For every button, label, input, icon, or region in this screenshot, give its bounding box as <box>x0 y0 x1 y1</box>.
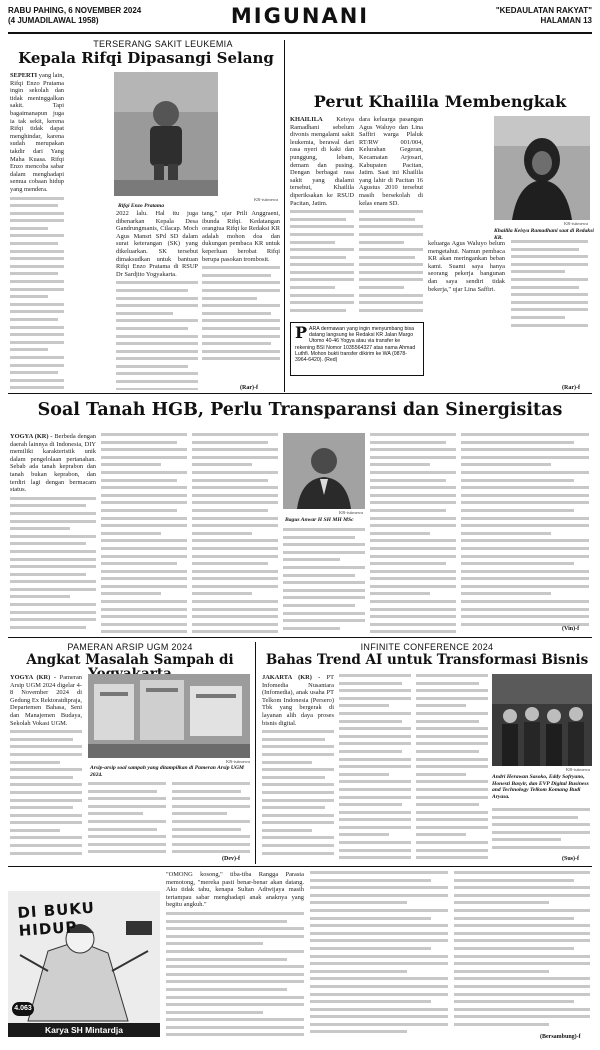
column-divider-2 <box>255 642 256 864</box>
section-rule-3 <box>8 866 592 867</box>
infinite-photo-credit: KR-istimewa <box>566 767 590 772</box>
rifqi-signature: (Rar)-f <box>240 385 258 391</box>
arsip-kicker: PAMERAN ARSIP UGM 2024 <box>67 642 193 652</box>
hgb-col-2 <box>101 433 187 633</box>
rifqi-lead-text: yang lain, Rifqi Enzo Pratama ingin sekolah dan tidak meninggalkan sakit. Tapi bagaimanapun juga ia tak sekit, kerena Rifqi tidak dapat menghindar, karena sudah merupakan takdir dari Yang Maha Kuasa. Rifqi Enzo mencoba sabar dalam menghadapi semua cobaan hidup yang mendera. <box>10 72 64 193</box>
hgb-signature: (Vin)-f <box>562 626 580 632</box>
hgb-col-4 <box>283 528 365 633</box>
hgb-photo-caption: Bagus Anwar H SH MH MSc <box>285 517 354 523</box>
donation-dropcap: P <box>295 323 308 342</box>
infinite-col-4 <box>492 808 590 856</box>
infinite-lead-text: PT Infomedia Nusantara (Infomedia), anak usaha PT Telkom Indonesia (Persero) Tbk yang bergerak di layanan alih daya proses bisnis digital. <box>262 674 334 727</box>
arsip-col-2 <box>88 782 166 862</box>
comic-title: DI BUKU HIDUP <box>16 898 96 940</box>
rifqi-text-filler <box>10 197 64 391</box>
hgb-photo-credit: KR-istimewa <box>339 510 363 515</box>
khailila-headline: Perut Khailila Membengkak <box>313 92 567 111</box>
date-line-2: (4 JUMADILAWAL 1958) <box>8 16 99 25</box>
hgb-lead-word: YOGYA (KR) - <box>10 433 53 440</box>
infinite-lead-word: JAKARTA (KR) - <box>262 674 321 681</box>
infinite-photo-caption: Andri Herawan Sasoko, Eddy Sofryano, Honesti Basyir, dan EVP Digital Business and Technology Telkom Komang Budi Aryasa. <box>492 774 589 800</box>
comic-illustration <box>8 891 160 1037</box>
arsip-photo <box>88 674 250 758</box>
arsip-photo-credit: KR-istimewa <box>226 759 250 764</box>
masthead-meta <box>496 6 592 26</box>
arsip-lead-word: YOGYA (KR) - <box>10 674 57 681</box>
paper-name: MIGUNANI <box>230 4 370 28</box>
infinite-photo <box>492 674 592 766</box>
page-number: HALAMAN 13 <box>540 16 592 25</box>
rifqi-col2-text: 2022 lalu. Hal itu juga dibenarkan Kepala Desa Gandrungmanis, Cilacap. Moch Agus Mansri SPd SD dalam surat keterangan (SK) yang dikeluarkan. SK tersebut dimaksudkan untuk bantuan Rifqi Enzo Pratama di RSUP Dr Sardjito Yogyakarta. <box>116 210 198 278</box>
serial-col-3 <box>454 871 590 1031</box>
infinite-signature: (Sus)-f <box>562 856 580 862</box>
rifqi-lead-word: SEPERTI <box>10 72 38 79</box>
rifqi-col-1 <box>10 72 64 390</box>
khailila-photo-caption: Khailila Keisya Ramadhani saat di Redaksi KR. <box>494 228 594 241</box>
rifqi-kicker: TERSERANG SAKIT LEUKEMIA <box>93 39 233 49</box>
arsip-col-3 <box>172 782 250 862</box>
arsip-signature: (Dev)-f <box>222 856 240 862</box>
hgb-col-6 <box>461 433 589 629</box>
hgb-col-1 <box>10 433 96 633</box>
serial-col-1 <box>166 871 304 1041</box>
date-line-1: RABU PAHING, 6 NOVEMBER 2024 <box>8 6 142 15</box>
hgb-lead-text: Berbeda dengan daerah lainnya di Indonesia, DIY memiliki karakteristik unik dalam pengelolaan pertanahan. Sebab ada tanah keprabon dan tanah bukan keprabon, dan terdiri lagi dengan bermacam status. <box>10 433 96 494</box>
khailila-lead-word: KHAILILA <box>290 116 323 123</box>
infinite-kicker: INFINITE CONFERENCE 2024 <box>360 642 494 652</box>
arsip-headline: Angkat Masalah Sampah di <box>26 652 234 668</box>
slogan: "KEDAULATAN RAKYAT" <box>495 6 592 15</box>
khailila-col3-text: keluarga Agus Waluyo belum mengetahui. Namun pembaca KR akan meringankan beban kami. Suami saya hanya seorang pekerja bangunan dan saya sendiri tidak bekerja," ujar Lina Saffiri. <box>428 240 505 293</box>
donation-box <box>290 322 424 376</box>
khailila-signature: (Rar)-f <box>562 385 580 391</box>
khailila-lead-text: Keisya Ramadhani sebelum divonis mengalami sakit leukemia, berawal dari rasa nyeri di kaki dan punggung, lebam, demam dan pusing. Dengan berbagai rasa sakit yang dialami tersebut, Khailila diperiksakan ke RSUD Pacitan, Jatim. <box>290 116 354 207</box>
column-divider <box>284 40 285 392</box>
khailila-col-2 <box>359 116 423 316</box>
masthead <box>8 4 592 34</box>
section-rule-2 <box>8 637 592 638</box>
rifqi-col-3 <box>202 210 280 390</box>
khailila-photo <box>494 116 590 220</box>
serial-lead-text: "OMONG kosong," tiba-tiba Rangga Parasta memotong, "mereka pasti benar-benar akan datang. Aku tidak tahu, kenapa Sultan Adiwijaya masih tertampau sabar menghadapi anak anaknya yang begitu angkuh." <box>166 871 304 909</box>
hgb-col-3 <box>192 433 278 633</box>
infinite-col-1 <box>262 674 334 862</box>
rifqi-photo <box>114 72 218 196</box>
serial-col-2 <box>310 871 448 1041</box>
infinite-col-2 <box>339 674 411 862</box>
donation-text: ARA dermawan yang ingin menyumbang bisa datang langsung ke Redaksi KR Jalan Margo Utomo 40-46 Yogya atau via transfer ke rekening BSI Nomor 1035564327 atas nama Ahmad Luthfi. Mohon bukti transfer dikirim ke WA (0878-3964-6420). (Red) <box>295 326 416 364</box>
infinite-headline: Bahas Trend AI untuk Transformasi Bisnis <box>265 652 589 668</box>
khailila-col-1 <box>290 116 354 316</box>
khailila-photo-credit: KR-istimewa <box>564 221 588 226</box>
arsip-col-1 <box>10 674 82 862</box>
khailila-col2-text: dara keluarga pasangan Agus Waluyo dan Lina Saffiri warga Plaluk RT/RW 001/004, Kelurahan Gegeran, Kecamatan Arjosari, Kabupaten Pacitan, Jatim. Saat ini Khailila yang lahir di Pacitan 16 Agustus 2010 tersebut masih bersekolah di kelas enam SD. <box>359 116 423 207</box>
rifqi-col3-text: tang," ujar Prili Anggraeni, ibunda Rifqi. Kedatangan orangtua Rifqi ke Redaksi KR adalah mohon doa dan dukungan pembaca KR untuk keperluan berobat Rifqi berupa pasokan trombosit. <box>202 210 280 263</box>
serial-end-note: (Bersambung)-f <box>540 1034 581 1040</box>
hgb-col-5 <box>370 433 456 633</box>
hgb-photo <box>283 433 365 509</box>
hgb-headline: Soal Tanah HGB, Perlu Transparansi dan Sinergisitas <box>37 400 563 420</box>
infinite-col-3 <box>416 674 488 862</box>
comic-episode-badge: 4.063 <box>12 1002 34 1016</box>
rifqi-headline: Kepala Rifqi Dipasangi Selang <box>18 49 274 67</box>
arsip-photo-caption: Arsip-arsip soal sampah yang ditampilkan di Pameran Arsip UGM 2024. <box>90 765 244 778</box>
rifqi-photo-credit: KR-istimewa <box>254 197 278 202</box>
khailila-col-3 <box>428 240 588 390</box>
rifqi-photo-caption: Rifqi Enzo Pratama <box>118 203 165 209</box>
arsip-lead-text: Pameran Arsip UGM 2024 digelar 4-8 November 2024 di Gedung Ex Rektoratdipraja, Departemen Bahasa, Seni dan Manajemen Budaya, Sekolah Vokasi UGM. <box>10 674 82 727</box>
rifqi-col-2 <box>116 210 198 390</box>
comic-author-strip: Karya SH Mintardja <box>8 1023 160 1037</box>
section-rule-1 <box>8 393 592 394</box>
